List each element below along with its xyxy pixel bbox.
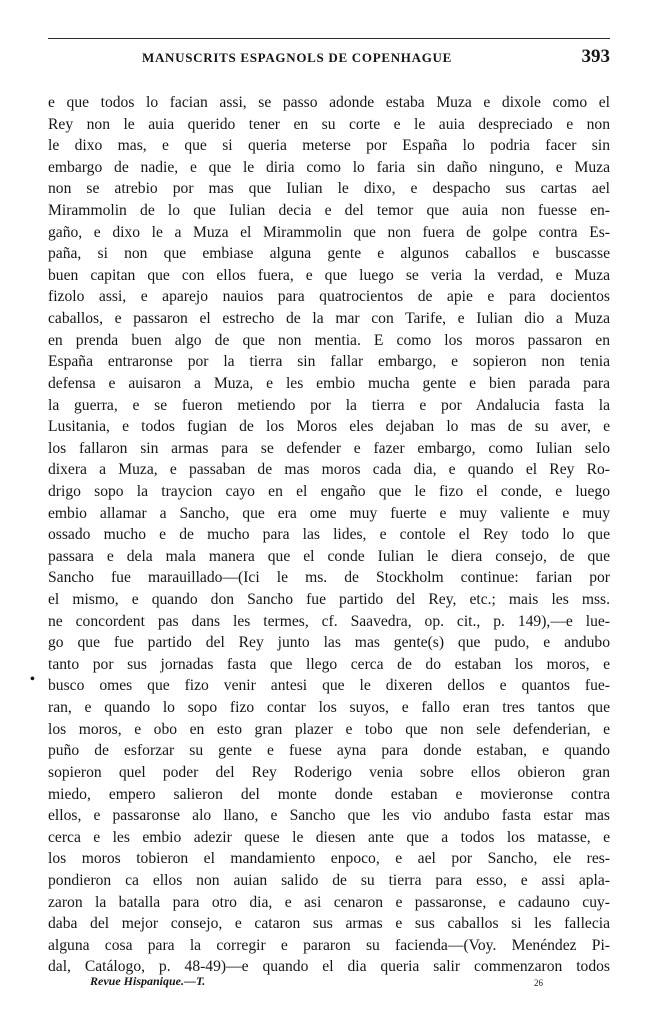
- text-line: Rey non le auia querido tener en su corte e le auia despreciado e non: [48, 115, 610, 133]
- header-rule: [48, 38, 610, 39]
- text-line: buen capitan que con ellos fuera, e que luego se veria la verdad, e Muza: [48, 266, 610, 284]
- text-line: embargo de nadie, e que le diria como lo faria sin daño ninguno, e Muza: [48, 158, 610, 176]
- text-line: el mismo, e quando don Sancho fue partido del Rey, etc.; mais les mss.: [48, 591, 610, 609]
- text-line: ossado mucho e de mucho para las lides, e contole el Rey todo lo que: [48, 526, 610, 544]
- signature-mark: 26: [534, 978, 543, 988]
- text-line: daba del mejor consejo, e cataron sus armas e sus caballos si les fallecia: [48, 915, 610, 933]
- text-line: dixera a Muza, e passaban de mas moros cada dia, e quando el Rey Ro-: [48, 461, 610, 479]
- text-line: embio allamar a Sancho, que era ome muy fuerte e muy valiente e muy: [48, 504, 610, 522]
- text-line: Lusitania, e todos fugian de los Moros eles dejaban lo mas de su aver, e: [48, 418, 610, 436]
- running-title: MANUSCRITS ESPAGNOLS DE COPENHAGUE: [142, 50, 452, 65]
- text-line: España entraronse por la tierra sin fallar embargo, e sopieron non tenia: [48, 353, 610, 371]
- text-line: le dixo mas, e que si queria meterse por España lo podria facer sin: [48, 137, 610, 155]
- text-line: puño de esforzar su gente e fuese ayna para donde estaban, e quando: [48, 742, 610, 760]
- text-line: los moros, e obo en esto gran plazer e tobo que non sele defenderian, e: [48, 720, 610, 738]
- text-line: sopieron quel poder del Rey Roderigo venia sobre ellos obieron gran: [48, 763, 610, 781]
- text-line: los moros tobieron el mandamiento enpoco, e ael por Sancho, ele res-: [48, 850, 610, 868]
- text-line: dal, Catálogo, p. 48-49)—e quando el dia queria salir commenzaron todos: [48, 958, 610, 976]
- margin-mark: •: [30, 672, 35, 687]
- text-line: tanto por sus jornadas fasta que llego cerca de do estaban los moros, e: [48, 655, 610, 673]
- text-line: gaño, e dixo le a Muza el Mirammolin que non fuera de golpe contra Es-: [48, 223, 610, 241]
- text-line: los fallaron sin armas para se defender e fazer embargo, como Iulian selo: [48, 439, 610, 457]
- text-line: caballos, e passaron el estrecho de la mar con Tarife, e Iulian dio a Muza: [48, 310, 610, 328]
- text-line: Mirammolin de lo que Iulian decia e del temor que auia non fuesse en-: [48, 202, 610, 220]
- text-line: ran, e quando lo sopo fizo contar los suyos, e fallo eran tres tantos que: [48, 699, 610, 717]
- text-line: Sancho fue marauillado—(Ici le ms. de Stockholm continue: farian por: [48, 569, 610, 587]
- text-line: paña, si non que embiase alguna gente e algunos caballos e buscasse: [48, 245, 610, 263]
- text-line: passara e dela mala manera que el conde Iulian le diera consejo, de que: [48, 547, 610, 565]
- text-line: go que fue partido del Rey junto las mas gente(s) que pudo, e andubo: [48, 634, 610, 652]
- text-line: ellos, e passaronse alo llano, e Sancho que les vio andubo fasta estar mas: [48, 807, 610, 825]
- text-line: defensa e auisaron a Muza, e les embio mucha gente e bien parada para: [48, 374, 610, 392]
- body-text: [48, 92, 610, 978]
- text-line: busco omes que fizo venir antesi que le dixeren dellos e quantos fue-: [48, 677, 610, 695]
- text-line: alguna cosa para la corregir e pararon su facienda—(Voy. Menéndez Pi-: [48, 936, 610, 954]
- text-line: fizolo assi, e aparejo nauios para quatrocientos de apie e para docientos: [48, 288, 610, 306]
- text-line: zaron la batalla para otro dia, e asi cenaron e passaronse, e cadauno cuy-: [48, 893, 610, 911]
- journal-footer: Revue Hispanique.—T.: [90, 974, 206, 988]
- text-line: miedo, empero salieron del monte donde estaban e movieronse contra: [48, 785, 610, 803]
- text-line: non se atrebio por mas que Iulian le dixo, e despacho sus cartas ael: [48, 180, 610, 198]
- text-line: en prenda buen algo de que non mentia. E como los moros passaron en: [48, 331, 610, 349]
- text-line: e que todos lo facian assi, se passo adonde estaba Muza e dixole como el: [48, 94, 610, 111]
- text-line: ne concordent pas dans les termes, cf. Saavedra, op. cit., p. 149),—e lue-: [48, 612, 610, 630]
- text-line: drigo sopo la traycion cayo en el engaño que le fizo el conde, e luego: [48, 482, 610, 500]
- text-line: pondieron ca ellos non auian salido de su tierra para esso, e assi apla-: [48, 871, 610, 889]
- text-line: la guerra, e se fueron metiendo por la tierra e por Andalucia fasta la: [48, 396, 610, 414]
- text-line: cerca e les embio adezir quese le diesen ante que a todos los matasse, e: [48, 828, 610, 846]
- page-number: 393: [581, 46, 610, 67]
